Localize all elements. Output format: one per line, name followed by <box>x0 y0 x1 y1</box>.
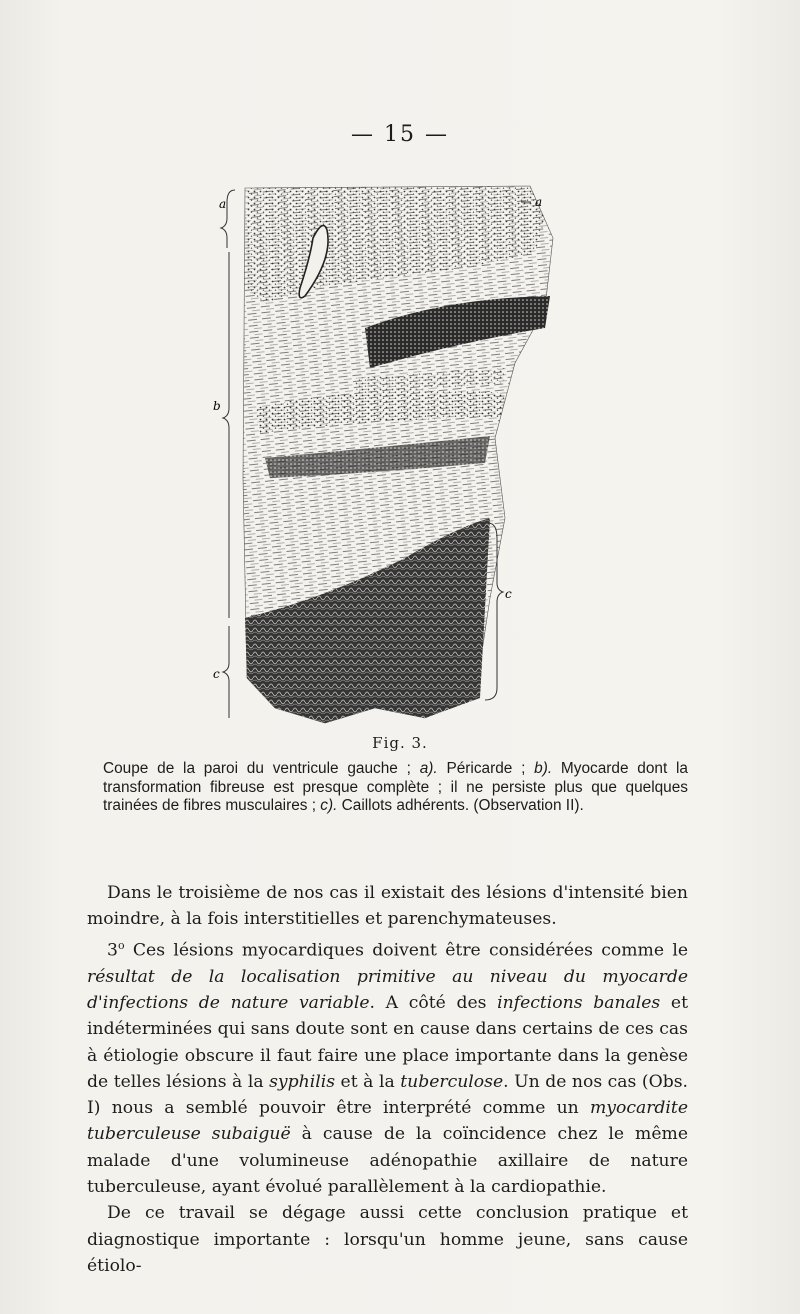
label-a-right: a <box>535 195 543 209</box>
page-number: — 15 — <box>351 122 449 147</box>
body-text <box>87 880 688 1279</box>
figure-caption: Coupe de la paroi du ventricule gauche ; a). Péricarde ; b). Myocarde dont la transformation fibreuse est presque complète ; il ne persiste plus que quelques trainées de fibres musculaires ; c). Caillots adhérents. (Observation II). <box>103 760 688 815</box>
paragraph-3: De ce travail se dégage aussi cette conclusion pratique et diagnostique importante : lorsqu'un homme jeune, sans cause étiolo- <box>87 1203 688 1276</box>
label-c-right: c <box>505 587 512 601</box>
figure-label: Fig. 3. <box>372 734 428 752</box>
label-b: b <box>213 399 221 413</box>
paragraph-2: 3$^o$ Ces lésions myocardiques doivent être considérées comme le résultat de la localisation primitive au niveau du myocarde d'infections de nature variable. A côté des infections banales et indéterminées qui sans doute sont en cause dans certains de ces cas à étiologie obscure il faut faire une place importante dans la genèse de telles lésions à la syphilis et à la tuberculose. Un de nos cas (Obs. I) nous a semblé pouvoir être interprété comme un myocardite tuberculeuse subaiguë à cause de la coïncidence chez le même malade d'une volumineuse adénopathie axillaire de nature tuberculeuse, ayant évolué parallèlement à la cardiopathie. <box>87 938 688 1197</box>
bracket-b <box>223 252 229 618</box>
label-c-left: c <box>213 667 220 681</box>
label-a-left: a <box>219 197 227 211</box>
histology-figure <box>205 178 575 728</box>
bracket-c-left <box>223 626 229 718</box>
paragraph-1: Dans le troisième de nos cas il existait des lésions d'intensité bien moindre, à la fois interstitielles et parenchymateuses. <box>87 883 688 930</box>
